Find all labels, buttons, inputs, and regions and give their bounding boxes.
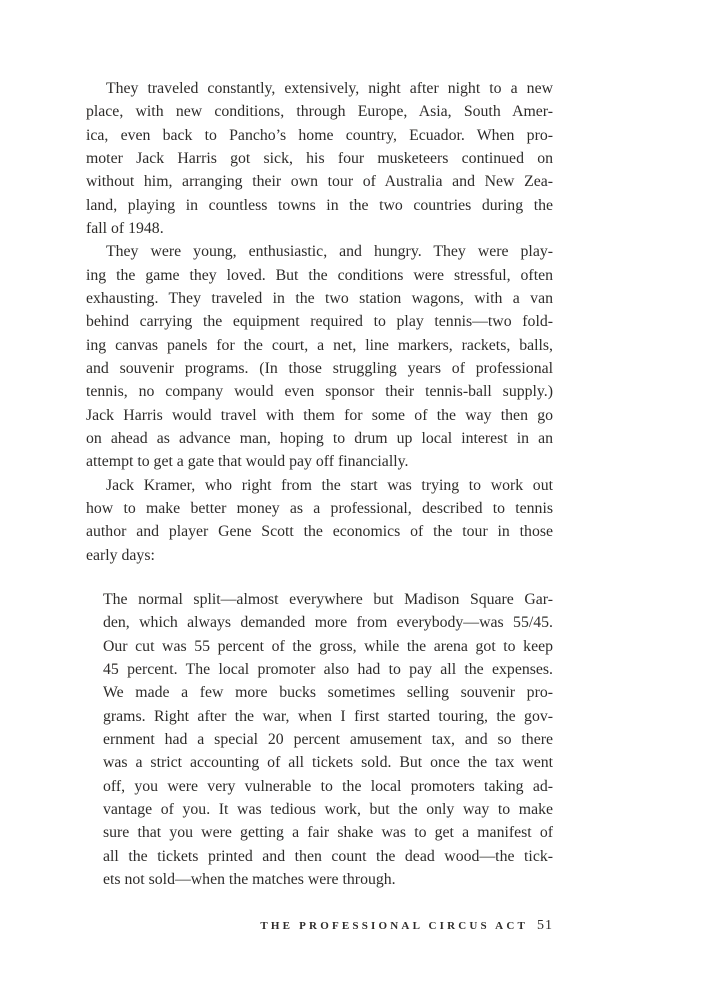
text-line: Jack Harris would travel with them for some of the way then go	[86, 406, 553, 424]
text-line: Jack Kramer, who right from the start was trying to work out	[106, 476, 553, 494]
text-line: ing the game they loved. But the conditions were stressful, often	[86, 266, 553, 284]
text-line: was a strict accounting of all tickets sold. But once the tax went	[103, 754, 553, 772]
text-line: moter Jack Harris got sick, his four musketeers continued on	[86, 149, 553, 167]
text-line: den, which always demanded more from everybody—was 55/45.	[103, 614, 553, 632]
text-line: vantage of you. It was tedious work, but the only way to make	[103, 800, 553, 818]
text-line: ica, even back to Pancho’s home country, Ecuador. When pro-	[86, 126, 553, 144]
text-line: early days:	[86, 546, 155, 564]
text-line: fall of 1948.	[86, 219, 164, 237]
text-line: Our cut was 55 percent of the gross, while the arena got to keep	[103, 637, 553, 655]
quote-block	[103, 588, 553, 891]
text-line: ernment had a special 20 percent amusement tax, and so there	[103, 730, 553, 748]
text-line: land, playing in countless towns in the two countries during the	[86, 196, 553, 214]
text-line: exhausting. They traveled in the two station wagons, with a van	[86, 289, 553, 307]
text-line: They traveled constantly, extensively, night after night to a new	[106, 80, 553, 97]
text-line: ets not sold—when the matches were through.	[103, 870, 396, 888]
text-line: place, with new conditions, through Europe, Asia, South Amer-	[86, 103, 553, 121]
text-line: behind carrying the equipment required to play tennis—two fold-	[86, 313, 553, 331]
text-line: tennis, no company would even sponsor their tennis-ball supply.)	[86, 383, 553, 401]
footer-page-number: 51	[537, 918, 553, 933]
body-text	[86, 77, 553, 891]
text-line: and souvenir programs. (In those struggling years of professional	[86, 359, 553, 377]
text-line: without him, arranging their own tour of Australia and New Zea-	[86, 173, 553, 191]
text-line: attempt to get a gate that would pay off financially.	[86, 453, 409, 471]
text-line: author and player Gene Scott the economics of the tour in those	[86, 523, 553, 541]
running-footer	[86, 918, 553, 934]
paragraph	[86, 77, 553, 240]
text-line: They were young, enthusiastic, and hungry. They were play-	[106, 243, 553, 261]
paragraph	[86, 240, 553, 473]
text-line: off, you were very vulnerable to the local promoters taking ad-	[103, 777, 553, 795]
text-line: 45 percent. The local promoter also had to pay all the expenses.	[103, 660, 553, 678]
text-line: ing canvas panels for the court, a net, line markers, rackets, balls,	[86, 336, 553, 354]
text-line: sure that you were getting a fair shake was to get a manifest of	[103, 824, 553, 842]
footer-chapter-title: THE PROFESSIONAL CIRCUS ACT	[260, 920, 528, 932]
text-line: how to make better money as a professional, described to tennis	[86, 499, 553, 517]
paragraph	[86, 474, 553, 567]
text-line: all the tickets printed and then count the dead wood—the tick-	[103, 847, 553, 865]
text-line: We made a few more bucks sometimes selling souvenir pro-	[103, 684, 553, 702]
text-line: The normal split—almost everywhere but Madison Square Gar-	[103, 590, 553, 608]
text-line: on ahead as advance man, hoping to drum up local interest in an	[86, 429, 553, 447]
text-line: grams. Right after the war, when I first started touring, the gov-	[103, 707, 553, 725]
paragraphs-container	[86, 77, 553, 567]
